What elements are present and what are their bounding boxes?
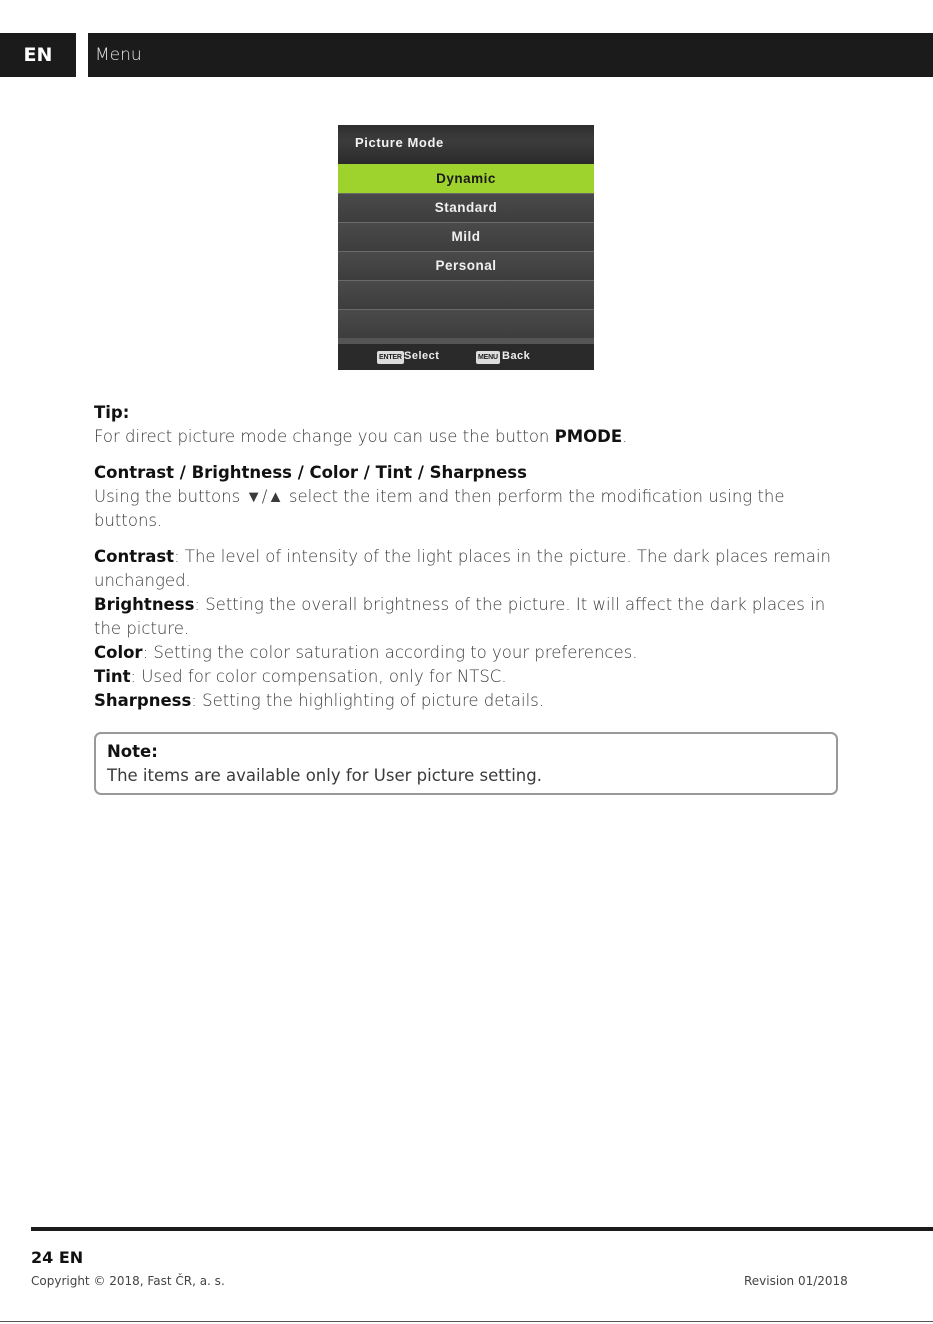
section-header [88,33,933,77]
definition-desc: : The level of intensity of the light places in the picture. The dark places remain unchanged. [94,547,832,590]
tip-text [94,425,844,449]
menu-footer [338,344,594,370]
pmode-button-label: PMODE [554,427,623,446]
definition-sharpness [94,689,844,713]
picture-mode-menu [338,125,594,370]
select-label: Select [404,350,440,362]
definition-brightness [94,593,844,641]
note-heading: Note: [107,742,158,761]
definition-term: Color [94,643,143,662]
language-tab: EN [0,33,76,77]
definition-tint [94,665,844,689]
definition-desc: : Used for color compensation, only for NTSC. [130,667,507,686]
definition-desc: : Setting the color saturation according to your preferences. [142,643,638,662]
section-heading: Contrast / Brightness / Color / Tint / Sharpness [94,463,527,482]
enter-key-icon: ENTER [377,351,404,364]
bottom-divider [0,1321,933,1322]
definitions-list [94,545,844,713]
tip-body: For direct picture mode change you can use the button [94,427,555,446]
footer-divider [31,1227,933,1231]
definition-contrast [94,545,844,593]
note-box [94,732,838,795]
copyright: Copyright © 2018, Fast ČR, a. s. [31,1274,225,1288]
menu-item-empty [338,280,594,309]
menu-key-icon: MENU [476,351,500,364]
menu-item-mild[interactable]: Mild [338,222,594,251]
definition-color [94,641,844,665]
revision: Revision 01/2018 [744,1274,848,1288]
section-title: Menu [95,45,142,65]
definition-term: Contrast [94,547,175,566]
tip-block [94,401,844,449]
definition-desc: : Setting the overall brightness of the picture. It will affect the dark places in the picture. [94,595,826,638]
adjust-section [94,461,844,533]
menu-item-empty [338,309,594,338]
definition-term: Sharpness [94,691,192,710]
note-text: The items are available only for User picture setting. [107,766,542,785]
back-label: Back [502,350,531,362]
menu-title: Picture Mode [338,125,594,164]
section-text: Using the buttons ▼/▲ select the item and then perform the modification using the buttons. [94,487,785,530]
definition-desc: : Setting the highlighting of picture details. [191,691,545,710]
menu-item-personal[interactable]: Personal [338,251,594,280]
menu-item-standard[interactable]: Standard [338,193,594,222]
definition-term: Tint [94,667,131,686]
tip-end: . [622,427,628,446]
definition-term: Brightness [94,595,195,614]
tip-heading: Tip: [94,403,130,422]
page-number: 24 EN [31,1248,84,1267]
menu-item-dynamic[interactable]: Dynamic [338,164,594,193]
